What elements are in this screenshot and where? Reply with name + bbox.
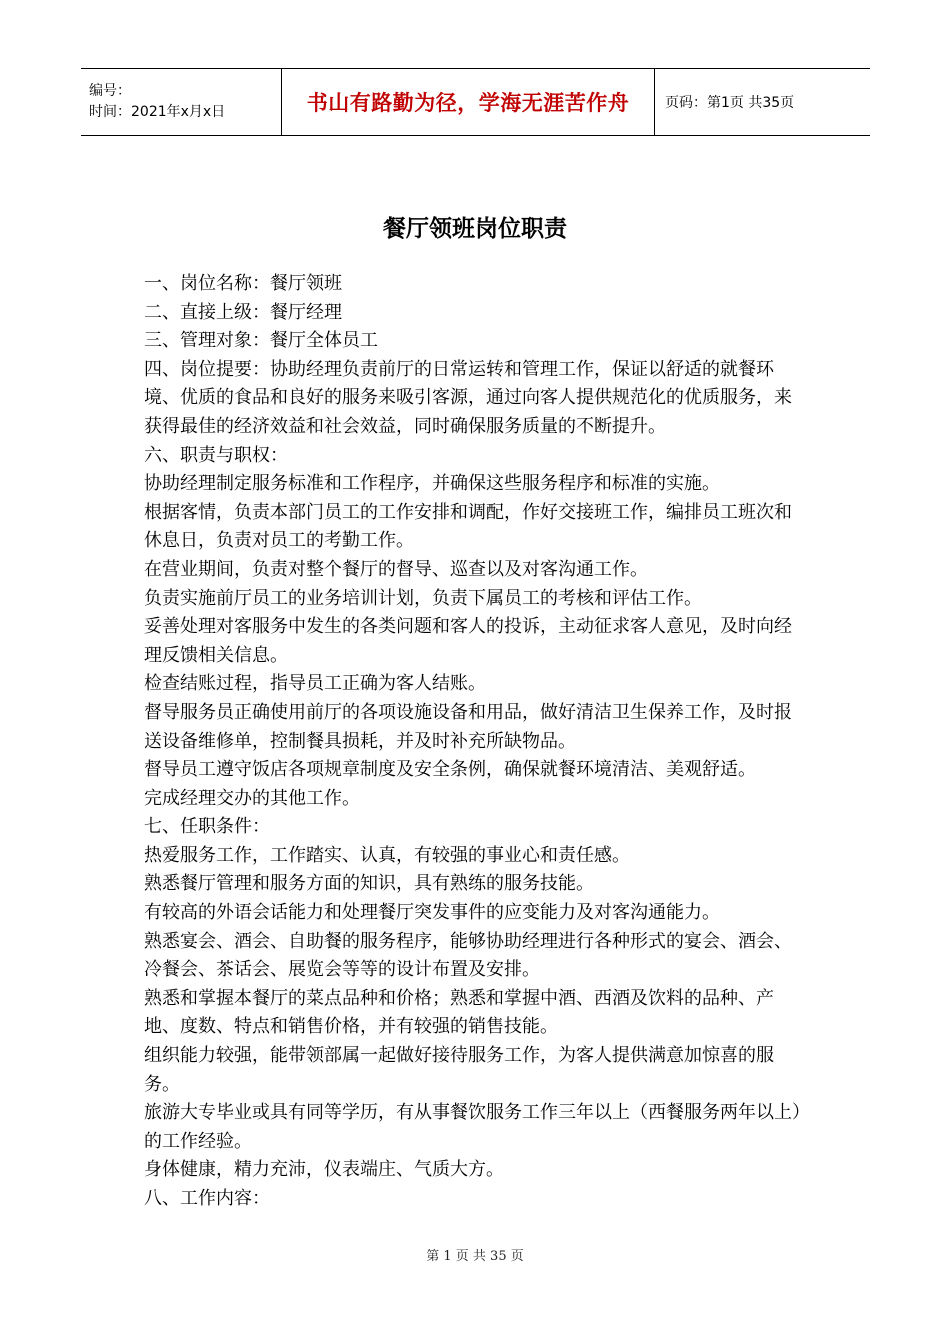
paragraph: 三、管理对象：餐厅全体员工 <box>144 330 378 352</box>
paragraph: 督导服务员正确使用前厅的各项设施设备和用品，做好清洁卫生保养工作，及时报送设备维修单，控制餐具损耗，并及时补充所缺物品。 <box>144 701 792 752</box>
paragraph: 根据客情，负责本部门员工的工作安排和调配，作好交接班工作，编排员工班次和休息日，负责对员工的考勤工作。 <box>144 501 792 552</box>
document-header <box>81 68 870 136</box>
paragraph: 一、岗位名称：餐厅领班 <box>144 273 342 294</box>
paragraph: 组织能力较强，能带领部属一起做好接待服务工作，为客人提供满意加惊喜的服务。 <box>144 1045 774 1095</box>
header-page-info-cell <box>655 69 870 135</box>
paragraph: 有较高的外语会话能力和处理餐厅突发事件的应变能力及对客沟通能力。 <box>144 902 720 924</box>
paragraph: 妥善处理对客服务中发生的各类问题和客人的投诉，主动征求客人意见，及时向经理反馈相关信息。 <box>144 616 792 666</box>
motto-text: 书山有路勤为径，学海无涯苦作舟 <box>306 90 630 115</box>
paragraph: 熟悉餐厅管理和服务方面的知识，具有熟练的服务技能。 <box>144 873 594 895</box>
paragraph: 身体健康，精力充沛，仪表端庄、气质大方。 <box>144 1159 504 1181</box>
page-info: 页码：第1页 共35页 <box>665 95 795 111</box>
paragraph: 八、工作内容： <box>144 1188 270 1209</box>
paragraph: 熟悉宴会、酒会、自助餐的服务程序，能够协助经理进行各种形式的宴会、酒会、冷餐会、茶话会、展览会等等的设计布置及安排。 <box>144 930 792 981</box>
paragraph: 七、任职条件： <box>144 816 270 838</box>
paragraph: 协助经理制定服务标准和工作程序，并确保这些服务程序和标准的实施。 <box>144 473 720 495</box>
paragraph: 四、岗位提要：协助经理负责前厅的日常运转和管理工作，保证以舒适的就餐环境、优质的食品和良好的服务来吸引客源，通过向客人提供规范化的优质服务，来获得最佳的经济效益和社会效益，同时确保服务质量的不断提升。 <box>144 358 792 437</box>
paragraph: 六、职责与职权： <box>144 444 288 466</box>
paragraph: 热爱服务工作，工作踏实、认真，有较强的事业心和责任感。 <box>144 844 630 866</box>
number-label: 编号： <box>89 83 131 99</box>
document-title: 餐厅领班岗位职责 <box>383 216 567 242</box>
paragraph: 旅游大专毕业或具有同等学历，有从事餐饮服务工作三年以上（西餐服务两年以上）的工作经验。 <box>144 1102 801 1152</box>
paragraph: 在营业期间，负责对整个餐厅的督导、巡查以及对客沟通工作。 <box>144 558 648 580</box>
paragraph: 督导员工遵守饭店各项规章制度及安全条例，确保就餐环境清洁、美观舒适。 <box>144 759 756 781</box>
page-footer: 第 1 页 共 35 页 <box>426 1249 524 1264</box>
document-body <box>144 270 804 1214</box>
time-label: 时间：2021年x月x日 <box>89 104 226 120</box>
header-meta <box>81 69 282 135</box>
paragraph: 完成经理交办的其他工作。 <box>144 787 360 809</box>
paragraph: 二、直接上级：餐厅经理 <box>144 301 342 323</box>
header-motto-cell <box>282 69 655 135</box>
paragraph: 熟悉和掌握本餐厅的菜点品种和价格；熟悉和掌握中酒、西酒及饮料的品种、产地、度数、特点和销售价格，并有较强的销售技能。 <box>144 987 774 1038</box>
paragraph: 检查结账过程，指导员工正确为客人结账。 <box>144 673 486 695</box>
paragraph: 负责实施前厅员工的业务培训计划，负责下属员工的考核和评估工作。 <box>144 587 702 609</box>
